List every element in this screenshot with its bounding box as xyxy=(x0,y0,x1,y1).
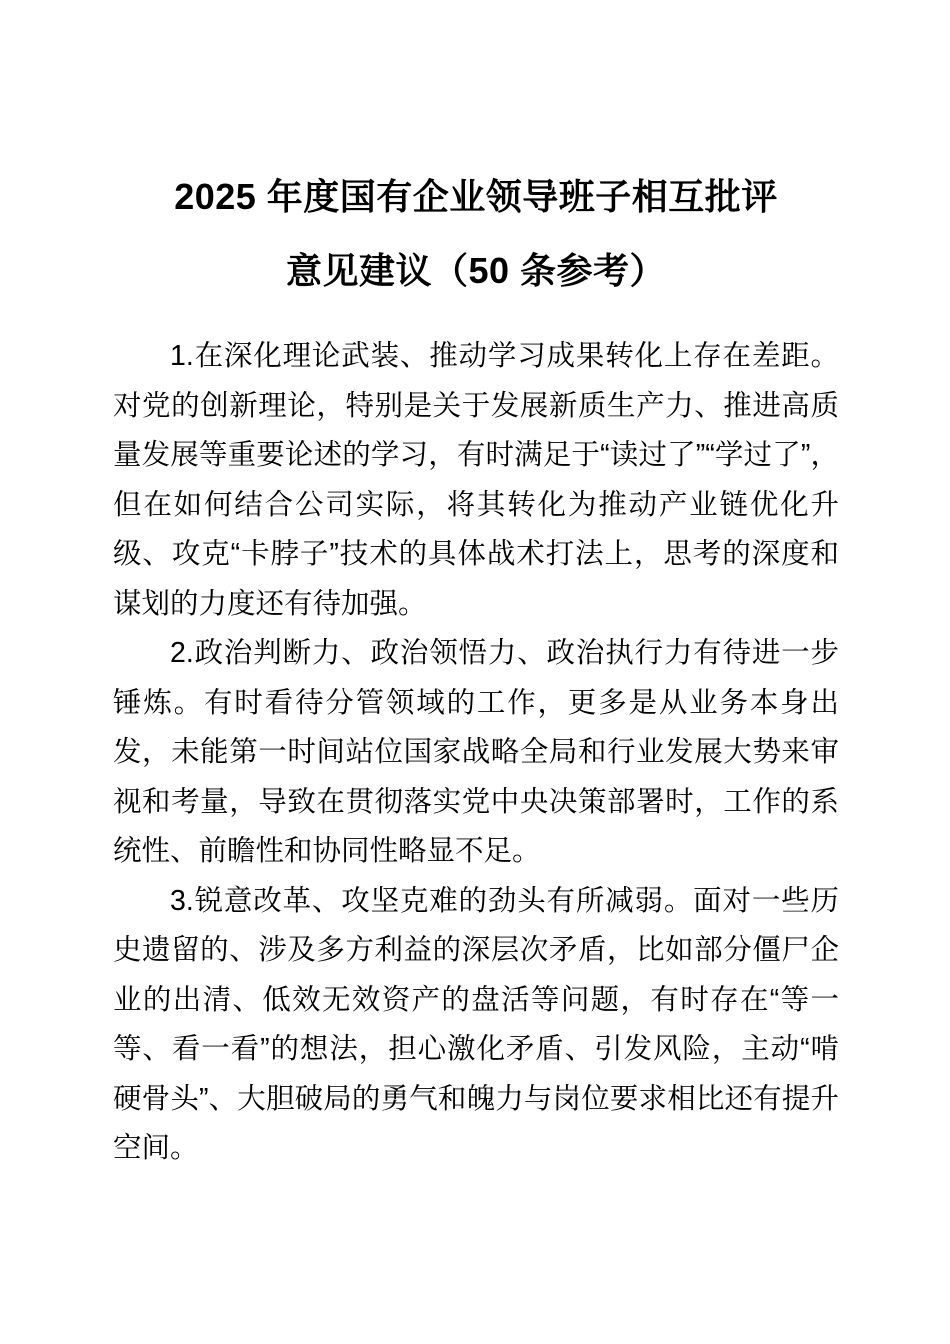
numbered-paragraph-3: 3.锐意改革、攻坚克难的劲头有所减弱。面对一些历史遗留的、涉及多方利益的深层次矛盾，比如部分僵尸企业的出清、低效无效资产的盘活等问题，有时存在“等一等、看一看”的想法，担心激化矛盾、引发风险，主动“啃硬骨头”、大胆破局的勇气和魄力与岗位要求相比还有提升空间。 xyxy=(113,884,839,1164)
page-title xyxy=(113,0,839,308)
page-title-line-2: 意见建议（50 条参考） xyxy=(285,250,667,291)
numbered-paragraph-2: 2.政治判断力、政治领悟力、政治执行力有待进一步锤炼。有时看待分管领域的工作，更多是从业务本身出发，未能第一时间站位国家战略全局和行业发展大势来审视和考量，导致在贯彻落实党中央决策部署时，工作的系统性、前瞻性和协同性略显不足。 xyxy=(113,637,839,867)
numbered-paragraph-1: 1.在深化理论武装、推动学习成果转化上存在差距。对党的创新理论，特别是关于发展新质生产力、推进高质量发展等重要论述的学习，有时满足于“读过了”“学过了”，但在如何结合公司实际，将其转化为推动产业链优化升级、攻克“卡脖子”技术的具体战术打法上，思考的深度和谋划的力度还有待加强。 xyxy=(113,340,839,620)
page-title-line-1: 2025 年度国有企业领导班子相互批评 xyxy=(174,176,778,217)
document-body xyxy=(113,332,839,1174)
document-content xyxy=(113,0,839,1174)
